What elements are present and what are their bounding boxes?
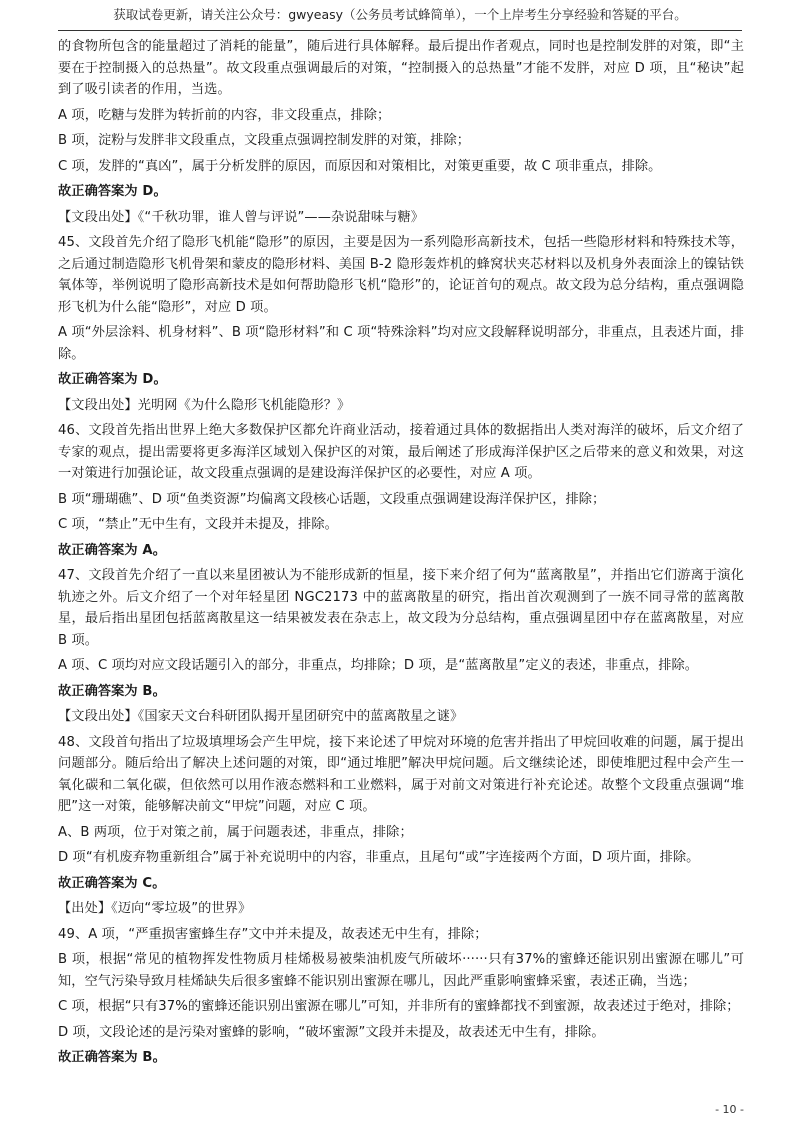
paragraph: D 项“有机废弃物重新组合”属于补充说明中的内容，非重点，且尾句“或”字连接两个方面，D 项片面，排除。 — [58, 850, 700, 865]
paragraph: 49、A 项，“严重损害蜜蜂生存”文中并未提及，故表述无中生有，排除； — [58, 926, 488, 942]
paragraph: C 项，根据“只有37%的蜜蜂还能识别出蜜源在哪儿”可知，并非所有的蜜蜂都找不到蜜源，故表述过于绝对，排除； — [58, 999, 740, 1014]
paragraph: 的食物所包含的能量超过了消耗的能量”，随后进行具体解释。最后提出作者观点，同时也是控制发胖的对策，即“主要在于控制摄入的总热量”。故文段重点强调最后的对策，“控制摄入的总热量”才能不发胖，对应 D 项，且“秘诀”起到了吸引读者的作用，当选。 — [58, 39, 744, 97]
paragraph: A 项，吃糖与发胖为转折前的内容，非文段重点，排除； — [58, 107, 391, 123]
source-citation: 【文段出处】光明网《为什么隐形飞机能隐形？》 — [58, 397, 351, 413]
answer-line: 故正确答案为 B。 — [58, 1050, 166, 1065]
document-body — [58, 36, 744, 1073]
answer-line: 故正确答案为 C。 — [58, 875, 166, 891]
paragraph: B 项，根据“常见的植物挥发性物质月桂烯极易被柴油机废气所破坏······只有37%的蜜蜂还能识别出蜜源在哪儿”可知，空气污染导致月桂烯缺失后很多蜜蜂不能识别出蜜源在哪儿，因此严重影响蜜蜂采蜜，表述正确，当选； — [58, 952, 744, 989]
paragraph: B 项，淀粉与发胖非文段重点，文段重点强调控制发胖的对策，排除； — [58, 133, 471, 148]
paragraph: A、B 两项，位于对策之前，属于问题表述，非重点，排除； — [58, 824, 413, 840]
paragraph: A 项“外层涂料、机身材料”、B 项“隐形材料”和 C 项“特殊涂料”均对应文段解释说明部分，非重点，且表述片面，排除。 — [58, 325, 744, 362]
paragraph: 45、文段首先介绍了隐形飞机能“隐形”的原因，主要是因为一系列隐形高新技术，包括一些隐形材料和特殊技术等，之后通过制造隐形飞机骨架和蒙皮的隐形材料、美国 B-2 隐形轰炸机的蜂窝状夹芯材料以及机身外表面涂上的镍钴铁氧体等，举例说明了隐形高新技术是如何帮助隐形飞机“隐形”的，论证首句的观点。故文段为总分结构，重点强调隐形飞机为什么能“隐形”，对应 D 项。 — [58, 235, 744, 315]
paragraph: B 项“珊瑚礁”、D 项“鱼类资源”均偏离文段核心话题，文段重点强调建设海洋保护区，排除； — [58, 491, 606, 507]
paragraph: 46、文段首先指出世界上绝大多数保护区都允许商业活动，接着通过具体的数据指出人类对海洋的破坏，后文介绍了专家的观点，提出需要将更多海洋区域划入保护区的对策，最后阐述了形成海洋保护区之后带来的意义和效果，对这一对策进行加强论证，故文段重点强调的是建设海洋保护区的必要性，对应 A 项。 — [58, 423, 744, 481]
paragraph: C 项，发胖的“真凶”，属于分析发胖的原因，而原因和对策相比，对策更重要，故 C 项非重点，排除。 — [58, 158, 662, 174]
paragraph: A 项、C 项均对应文段话题引入的部分，非重点，均排除；D 项，是“蓝离散星”定义的表述，非重点，排除。 — [58, 658, 699, 673]
page-number: - 10 - — [715, 1103, 744, 1116]
answer-line: 故正确答案为 D。 — [58, 184, 167, 199]
answer-line: 故正确答案为 D。 — [58, 372, 167, 387]
source-citation: 【文段出处】《“千秋功罪，谁人曾与评说”——杂说甜味与糖》 — [58, 209, 425, 225]
paragraph: D 项，文段论述的是污染对蜜蜂的影响，“破坏蜜源”文段并未提及，故表述无中生有，排除。 — [58, 1024, 605, 1040]
paragraph: 48、文段首句指出了垃圾填埋场会产生甲烷，接下来论述了甲烷对环境的危害并指出了甲烷回收难的问题，属于提出问题部分。随后给出了解决上述问题的对策，即“通过堆肥”解决甲烷问题。后文继续论述，即使堆肥过程中会产生一氧化碳和二氧化碳，但依然可以用作液态燃料和工业燃料，属于对前文对策进行补充论述。故整个文段重点强调“堆肥”这一对策，能够解决前文“甲烷”问题，对应 C 项。 — [58, 734, 744, 814]
paragraph: 47、文段首先介绍了一直以来星团被认为不能形成新的恒星，接下来介绍了何为“蓝离散星”，并指出它们游离于演化轨迹之外。后文介绍了一个对年轻星团 NGC2173 中的蓝离散星的研究，指出首次观测到了一族不同寻常的蓝离散星，最后指出星团包括蓝离散星这一结果被发表在杂志上，故文段为分总结构，重点强调星团中存在蓝离散星，对应 B 项。 — [58, 568, 744, 648]
source-citation: 【出处】《迈向“零垃圾”的世界》 — [58, 901, 252, 916]
paragraph: C 项，“禁止”无中生有，文段并未提及，排除。 — [58, 517, 338, 532]
page-header: 获取试卷更新，请关注公众号：gwyeasy（公务员考试蜂简单），一个上岸考生分享经验和答疑的平台。 — [113, 7, 687, 22]
answer-line: 故正确答案为 A。 — [58, 542, 167, 558]
source-citation: 【文段出处】《国家天文台科研团队揭开星团研究中的蓝离散星之谜》 — [58, 709, 464, 724]
header-divider — [58, 30, 742, 31]
answer-line: 故正确答案为 B。 — [58, 683, 166, 699]
